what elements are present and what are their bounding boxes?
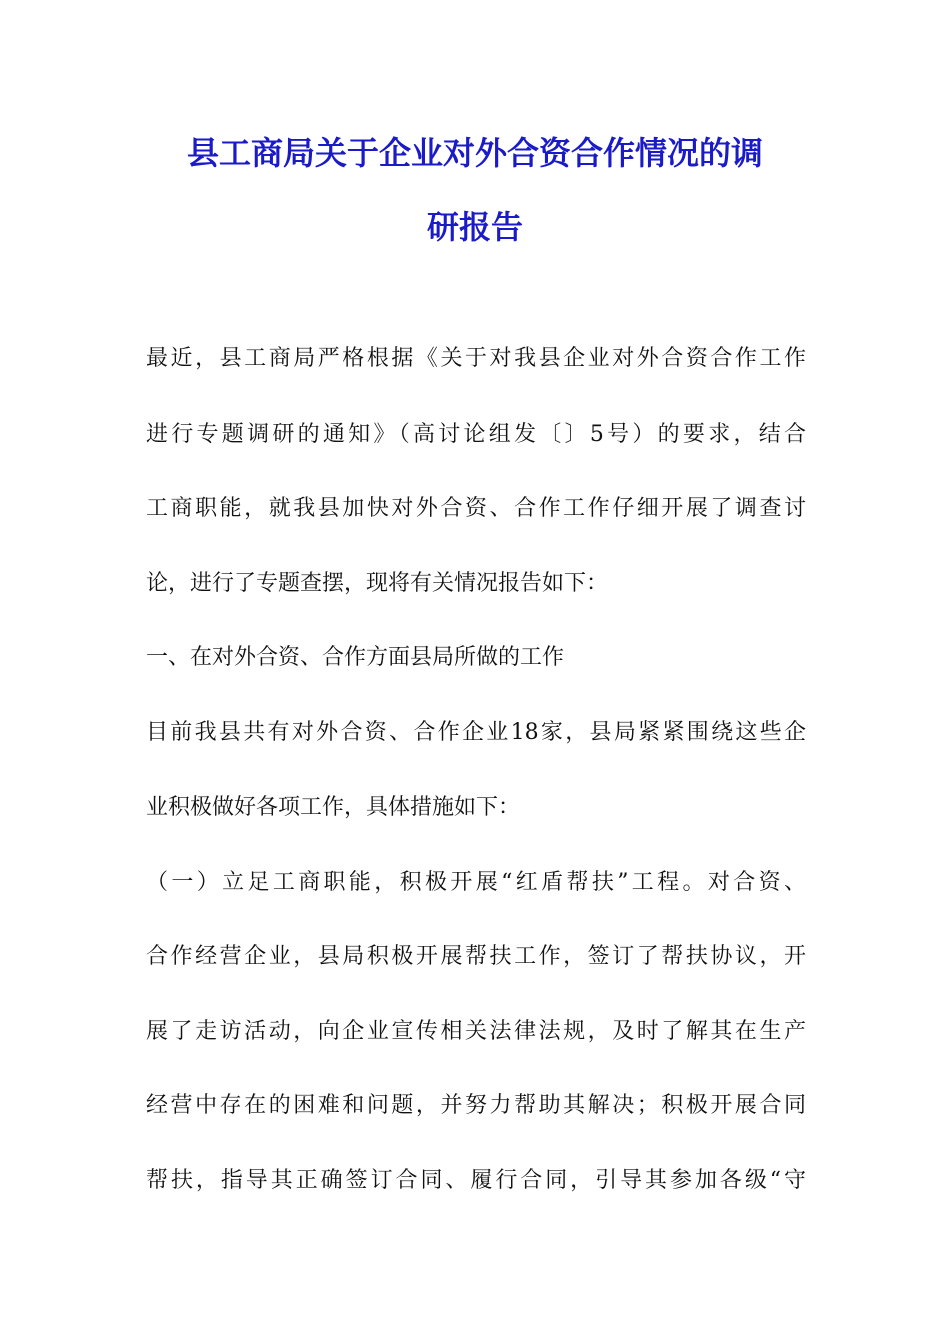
body-line: 经营中存在的困难和问题，并努力帮助其解决；积极开展合同: [146, 1093, 806, 1118]
body-line: 目前我县共有对外合资、合作企业18家，县局紧紧围绕这些企: [146, 720, 806, 745]
body-line: 合作经营企业，县局积极开展帮扶工作，签订了帮扶协议，开: [146, 944, 806, 969]
body-line: 业积极做好各项工作，具体措施如下：: [146, 795, 521, 820]
subsection-heading: （一）立足工商职能，积极开展“红盾帮扶”工程。对合资、: [146, 870, 806, 895]
section-heading: 一、在对外合资、合作方面县局所做的工作: [146, 645, 565, 670]
body-line: 最近，县工商局严格根据《关于对我县企业对外合资合作工作: [146, 346, 806, 371]
body-line: 展了走访活动，向企业宣传相关法律法规，及时了解其在生产: [146, 1019, 806, 1044]
body-line: 论，进行了专题查摆，现将有关情况报告如下：: [146, 571, 609, 596]
body-line: 工商职能，就我县加快对外合资、合作工作仔细开展了调查讨: [146, 496, 806, 521]
body-line: 进行专题调研的通知》（高讨论组发〔〕5号）的要求，结合: [146, 422, 806, 447]
document-title-line-1: 县工商局关于企业对外合资合作情况的调: [186, 134, 763, 172]
body-line: 帮扶，指导其正确签订合同、履行合同，引导其参加各级“守: [146, 1168, 806, 1193]
document-title-line-2: 研报告: [426, 208, 523, 246]
